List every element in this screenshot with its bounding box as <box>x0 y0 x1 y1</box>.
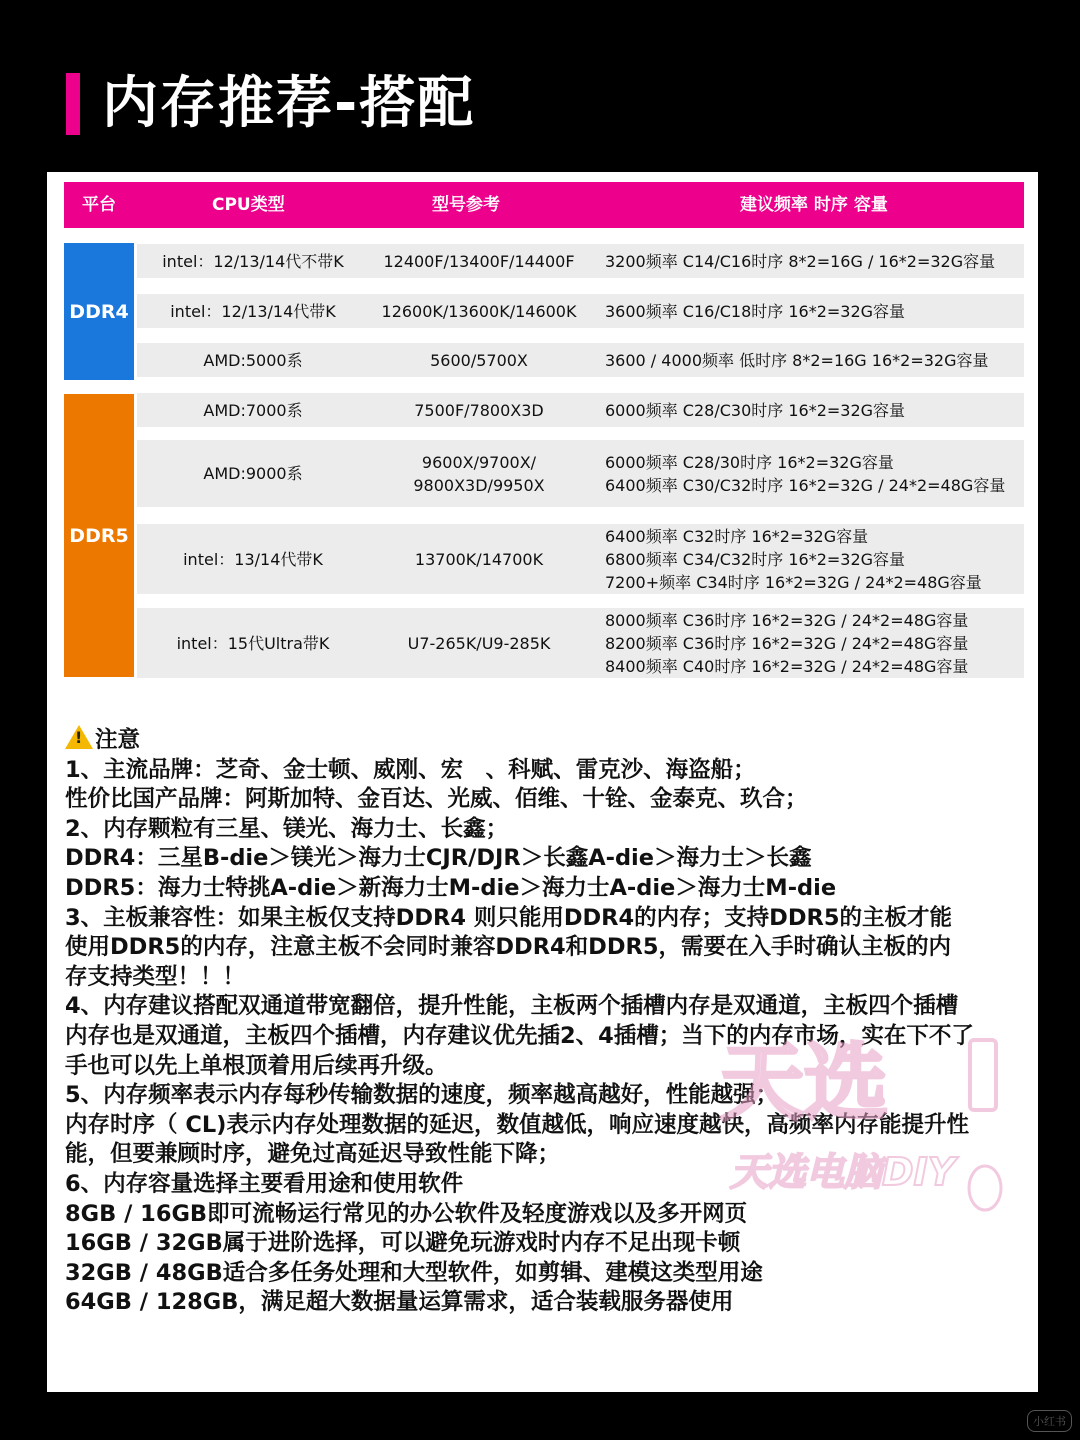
platform-ddr5: DDR5 <box>64 394 134 677</box>
note-line: 64GB / 128GB，满足超大数据量运算需求，适合装载服务器使用 <box>65 1289 734 1316</box>
spec-line: 3200频率 C14/C16时序 8*2=16G / 16*2=32G容量 <box>605 251 996 271</box>
notes-section <box>65 725 1025 1318</box>
watermark-small-text: 天选电脑DIY <box>730 1150 956 1194</box>
note-line: 32GB / 48GB适合多任务处理和大型软件，如剪辑、建模这类型用途 <box>65 1259 763 1286</box>
note-line: 手也可以先上单根顶着用后续再升级。 <box>65 1052 448 1079</box>
table-row <box>137 440 1024 507</box>
cpu-type-cell: AMD:5000系 <box>203 350 303 370</box>
spec-cell <box>605 294 1024 328</box>
cpu-type-cell: intel：12/13/14代带K <box>170 301 336 321</box>
model-cell <box>369 440 589 507</box>
model-line: 12400F/13400F/14400F <box>383 251 575 271</box>
spec-cell <box>605 244 1024 278</box>
model-cell <box>369 393 589 427</box>
header-cpu: CPU类型 <box>212 195 285 215</box>
spec-line: 3600 / 4000频率 低时序 8*2=16G 16*2=32G容量 <box>605 350 989 370</box>
model-cell <box>369 244 589 278</box>
notes-heading <box>65 725 1025 756</box>
model-cell <box>369 294 589 328</box>
header-spec: 建议频率 时序 容量 <box>740 195 888 215</box>
spec-cell <box>605 440 1024 507</box>
note-line: 2、内存颗粒有三星、镁光、海力士、长鑫； <box>65 815 509 842</box>
note-line: 4、内存建议搭配双通道带宽翻倍，提升性能，主板两个插槽内存是双通道，主板四个插槽 <box>65 993 959 1020</box>
table-row <box>137 524 1024 594</box>
cpu-type-cell: intel：13/14代带K <box>183 549 323 569</box>
note-line: 6、内存容量选择主要看用途和使用软件 <box>65 1170 464 1197</box>
watermark-big-text: 天选 <box>720 1034 889 1132</box>
spec-cell <box>605 524 1024 594</box>
spec-line: 8400频率 C40时序 16*2=32G / 24*2=48G容量 <box>605 656 969 676</box>
platform-ddr4: DDR4 <box>64 243 134 380</box>
title-accent-bar <box>66 73 80 135</box>
warning-icon <box>65 725 93 749</box>
model-line: 9800X3D/9950X <box>413 475 545 495</box>
model-line: 7500F/7800X3D <box>414 400 544 420</box>
spec-line: 6400频率 C32时序 16*2=32G容量 <box>605 526 869 546</box>
header-platform: 平台 <box>82 195 116 215</box>
note-line: 内存也是双通道，主板四个插槽，内存建议优先插2、4插槽；当下的内存市场，实在下不了 <box>65 1022 974 1049</box>
title-block <box>66 72 475 136</box>
note-line: 内存时序（ CL)表示内存处理数据的延迟，数值越低，响应速度越快，高频率内存能提升性 <box>65 1111 969 1138</box>
table-header <box>64 182 1024 228</box>
spec-line: 7200+频率 C34时序 16*2=32G / 24*2=48G容量 <box>605 572 982 592</box>
note-line: DDR4：三星B-die＞镁光＞海力士CJR/DJR＞长鑫A-die＞海力士＞长鑫 <box>65 845 812 872</box>
table-row <box>137 393 1024 427</box>
note-line: 5、内存频率表示内存每秒传输数据的速度，频率越高越好，性能越强； <box>65 1082 779 1109</box>
cpu-type-cell: AMD:7000系 <box>203 400 303 420</box>
notes-heading-text: 注意 <box>95 727 141 753</box>
cpu-type-cell: intel：15代Ultra带K <box>176 633 330 653</box>
note-line: 8GB / 16GB即可流畅运行常见的办公软件及轻度游戏以及多开网页 <box>65 1200 748 1227</box>
note-line: 16GB / 32GB属于进阶选择，可以避免玩游戏时内存不足出现卡顿 <box>65 1230 741 1257</box>
note-line: 存支持类型！！！ <box>65 963 246 990</box>
content-panel <box>47 172 1038 1392</box>
model-line: U7-265K/U9-285K <box>407 633 551 653</box>
model-line: 5600/5700X <box>430 350 528 370</box>
header-model: 型号参考 <box>432 195 500 215</box>
spec-cell <box>605 343 1024 377</box>
model-line: 12600K/13600K/14600K <box>381 301 577 321</box>
spec-cell <box>605 608 1024 678</box>
spec-line: 6400频率 C30/C32时序 16*2=32G / 24*2=48G容量 <box>605 475 1006 495</box>
model-line: 9600X/9700X/ <box>421 452 537 472</box>
corner-badge: 小红书 <box>1027 1410 1072 1432</box>
spec-line: 6000频率 C28/C30时序 16*2=32G容量 <box>605 400 906 420</box>
spec-line: 3600频率 C16/C18时序 16*2=32G容量 <box>605 301 906 321</box>
cpu-type-cell: intel：12/13/14代不带K <box>162 251 344 271</box>
model-cell <box>369 343 589 377</box>
note-line: 3、主板兼容性：如果主板仅支持DDR4 则只能用DDR4的内存；支持DDR5的主板才能 <box>65 904 952 931</box>
note-line: 使用DDR5的内存，注意主板不会同时兼容DDR4和DDR5，需要在入手时确认主板的内 <box>65 934 952 961</box>
spec-line: 6000频率 C28/30时序 16*2=32G容量 <box>605 452 894 472</box>
note-line: 1、主流品牌：芝奇、金士顿、威刚、宏 、科赋、雷克沙、海盗船； <box>65 756 756 783</box>
spec-line: 8200频率 C36时序 16*2=32G / 24*2=48G容量 <box>605 633 969 653</box>
table-row <box>137 343 1024 377</box>
table-row <box>137 608 1024 678</box>
note-line: 性价比国产品牌：阿斯加特、金百达、光威、佰维、十铨、金泰克、玖合； <box>65 786 808 813</box>
model-cell <box>369 524 589 594</box>
table-row <box>137 294 1024 328</box>
page-title: 内存推荐-搭配 <box>102 71 476 136</box>
note-line: 能，但要兼顾时序，避免过高延迟导致性能下降； <box>65 1141 561 1168</box>
spec-cell <box>605 393 1024 427</box>
model-line: 13700K/14700K <box>414 549 544 569</box>
table-row <box>137 244 1024 278</box>
cpu-type-cell: AMD:9000系 <box>203 464 303 483</box>
note-line: DDR5：海力士特挑A-die＞新海力士M-die＞海力士A-die＞海力士M-die <box>65 874 837 901</box>
model-cell <box>369 608 589 678</box>
spec-line: 8000频率 C36时序 16*2=32G / 24*2=48G容量 <box>605 610 969 630</box>
spec-line: 6800频率 C34/C32时序 16*2=32G容量 <box>605 549 906 569</box>
